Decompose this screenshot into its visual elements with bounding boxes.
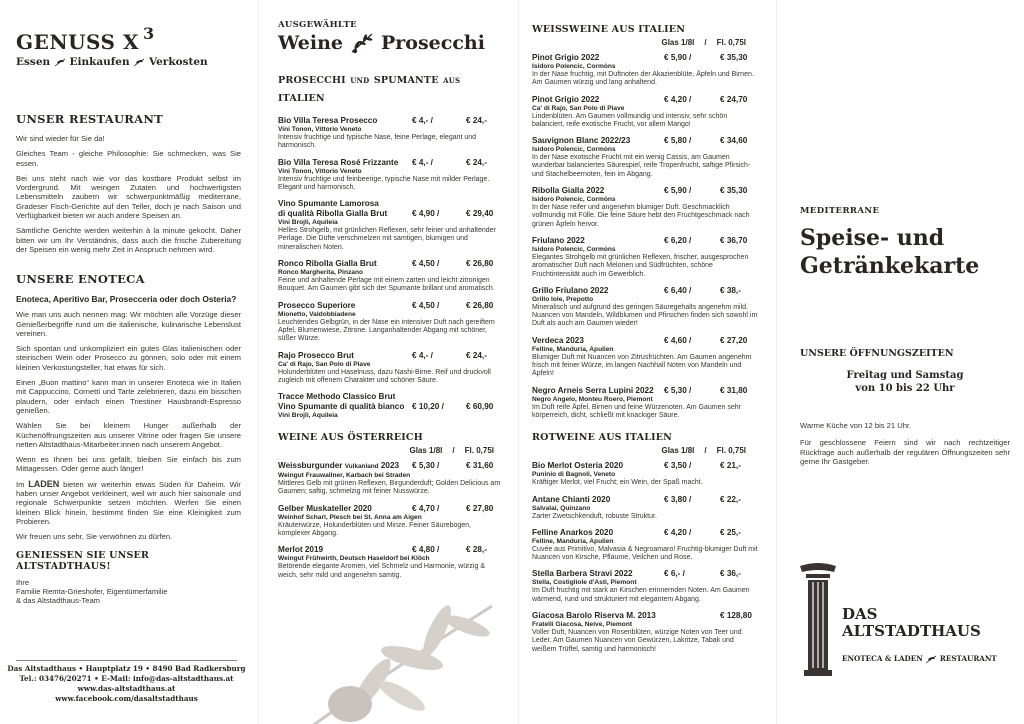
wine-bottle-price: € 27,80 bbox=[466, 503, 494, 513]
wine-name: Ronco Ribolla Gialla Brut bbox=[278, 259, 377, 269]
wine-name: Merlot 2019 bbox=[278, 545, 324, 555]
wine-producer: Vini Tonon, Vittorio Veneto bbox=[278, 167, 362, 175]
footer-divider bbox=[16, 660, 237, 661]
wine-glass-price: € 10,20 / bbox=[412, 402, 444, 412]
wine-line bbox=[278, 351, 504, 361]
wine-line bbox=[532, 569, 758, 579]
wine-item bbox=[278, 259, 504, 294]
col-sep: / bbox=[452, 446, 455, 456]
wine-glass-price: € 5,30 / bbox=[664, 385, 692, 395]
brand-title-text: GENUSS X bbox=[16, 30, 139, 54]
wine-producer: Mionetto, Valdobbiadene bbox=[278, 310, 356, 318]
wine-description: Im Duft reife Äpfel, Birnen und feine Würzenoten. Am Gaumen sehr körperreich, dicht, schließt mit knackiger Säure. bbox=[532, 403, 741, 419]
wine-glass-price bbox=[664, 611, 720, 621]
wine-producer: Negro Angelo, Monteu Roero, Piemont bbox=[532, 395, 653, 403]
wine-glass-price: € 4,50 / bbox=[412, 259, 440, 269]
col-glass: Glas 1/8l bbox=[409, 446, 443, 456]
rot-list bbox=[532, 461, 758, 654]
wine-producer: Vini Brojli, Aquileia bbox=[278, 412, 338, 420]
wine-line bbox=[532, 136, 758, 146]
cover-title-line: Speise- und bbox=[800, 225, 945, 251]
wine-name: Vino Spumante Lamorosa di qualità Ribolla Gialla Brut bbox=[278, 199, 388, 219]
footer-website: www.das-altstadthaus.at bbox=[77, 684, 176, 693]
wine-description: In der Nase reifer und angenehm blumiger Duft. Geschmacklich vollmundig mit Fülle. Die feine Säure hebt den Fruchtgeschmack nach grünen Äpfeln hervor. bbox=[532, 204, 750, 228]
wine-producer: Ca' di Rajo, San Polo di Piave bbox=[278, 360, 371, 368]
wine-bottle-price: € 27,20 bbox=[720, 335, 748, 345]
prosecchi-heading-aus: AUS bbox=[443, 76, 461, 85]
wine-item bbox=[532, 569, 758, 604]
logo-line: ALTSTADTHAUS bbox=[842, 622, 981, 640]
footer-address: Das Altstadthaus • Hauptplatz 19 • 8490 Bad Radkersburg bbox=[7, 664, 246, 673]
wine-description: Holunderblüten und Haselnuss, dazu Nashi-Birne. Reif und druckvoll zugleich mit offenem Charakter und schöner Säure. bbox=[278, 368, 491, 384]
olive-branch-illustration bbox=[302, 586, 502, 724]
wine-item bbox=[278, 199, 504, 252]
col-bottle: Fl. 0,75l bbox=[716, 446, 746, 456]
wine-glass-price: € 5,90 / bbox=[664, 53, 692, 62]
wine-glass-price: € 5,90 / bbox=[664, 186, 692, 196]
wine-producer: Fratelli Giacosa, Neive, Piemont bbox=[532, 621, 633, 629]
wine-producer: Isidoro Polencic, Cormòns bbox=[532, 245, 616, 253]
enoteca-closing: Wir freuen uns sehr, Sie verwöhnen zu dürfen. bbox=[16, 532, 173, 542]
wine-line bbox=[278, 504, 504, 514]
wine-name bbox=[278, 461, 412, 472]
wine-glass-price: € 4,- / bbox=[412, 157, 433, 167]
wine-producer: Weingut Frauwallner, Karbach bei Straden bbox=[278, 472, 411, 480]
wine-glass-price: € 3,80 / bbox=[664, 494, 692, 504]
wine-name: Bio Villa Teresa Rosé Frizzante bbox=[278, 157, 399, 167]
wine-item bbox=[532, 95, 758, 130]
wine-glass-price: € 6,- / bbox=[664, 569, 685, 579]
logo-subtitle bbox=[842, 654, 997, 664]
wine-description: Kräftiger Merlot, viel Frucht; ein Wein, der Spaß macht. bbox=[532, 479, 703, 487]
wine-producer: Vini Tonon, Vittorio Veneto bbox=[278, 126, 362, 133]
sign-line: Ihre bbox=[16, 577, 30, 587]
wine-item bbox=[532, 53, 758, 88]
wine-glass-price: € 4,- / bbox=[412, 350, 433, 360]
wine-name: Grillo Friulano 2022 bbox=[532, 285, 609, 295]
brand-sub-essen: Essen bbox=[16, 56, 51, 68]
weine-title-right: Prosecchi bbox=[381, 32, 485, 54]
wine-bottle-price: € 28,- bbox=[466, 545, 487, 555]
panel-restaurant bbox=[0, 0, 253, 724]
wine-name: Pinot Grigio 2022 bbox=[532, 53, 600, 62]
wine-description: Mineralisch und aufgrund des geringen Säuregehalts angenehm mild. Nuancen von Mandeln, Wildblumen und Pfirsichen finden sich sowohl im Duft als auch am Gaumen wieder! bbox=[532, 303, 758, 328]
wine-bottle-price: € 34,60 bbox=[720, 136, 748, 146]
wine-glass-price: € 4,80 / bbox=[412, 545, 440, 555]
wine-name-region: Vulkanland bbox=[344, 463, 379, 471]
wine-bottle-price: € 36,70 bbox=[720, 235, 748, 245]
wine-name: Bio Villa Teresa Prosecco bbox=[278, 116, 378, 125]
wine-line bbox=[278, 259, 504, 269]
laden-pre: Im bbox=[16, 479, 25, 489]
wine-bottle-price: € 26,80 bbox=[466, 259, 494, 269]
wine-item bbox=[278, 545, 504, 580]
wine-glass-price: € 6,40 / bbox=[664, 285, 692, 295]
wine-item bbox=[278, 504, 504, 539]
restaurant-paragraph: Wir sind wieder für Sie da! bbox=[16, 134, 105, 143]
wine-name: Felline Anarkos 2020 bbox=[532, 527, 614, 537]
wine-producer: Isidoro Polencic, Cormòns bbox=[532, 63, 616, 70]
wine-glass-price: € 4,70 / bbox=[412, 503, 440, 513]
wine-bottle-price: € 31,60 bbox=[466, 461, 494, 471]
wine-producer: Weinhof Scharl, Plesch bei St. Anna am Aigen bbox=[278, 513, 422, 521]
panel-italien bbox=[522, 0, 766, 724]
wine-line bbox=[278, 545, 504, 555]
weine-kicker: AUSGEWÄHLTE bbox=[278, 20, 357, 30]
brand-subtitle bbox=[16, 56, 241, 68]
hours-heading: UNSERE ÖFFNUNGSZEITEN bbox=[800, 348, 954, 359]
olive-branch-icon bbox=[349, 32, 375, 54]
wine-glass-price: € 5,30 / bbox=[412, 461, 440, 471]
wine-producer: Felline, Manduria, Apulien bbox=[532, 345, 614, 353]
wine-line bbox=[532, 286, 758, 296]
wine-item bbox=[532, 386, 758, 421]
enoteca-paragraph: Wählen Sie bei kleinem Hunger außerhalb der Küchenöffnungszeiten aus unserer Vitrine oder fragen Sie unsere netten Altstadthaus-Mitarbeiter:innen nach unserem Angebot. bbox=[16, 421, 241, 449]
restaurant-paragraph: Gleiches Team - gleiche Philosophie: Sie schmecken, was Sie essen. bbox=[16, 149, 241, 168]
wine-description: Kräuterwürze, Holunderblüten und Minze. Feiner Säurebogen, komplexer Abgang. bbox=[278, 521, 472, 538]
wine-producer: Vini Brojli, Aquileia bbox=[278, 219, 338, 227]
wine-description: Mittleres Gelb mit grünen Reflexen, Birgunderduft; Golden Delicious am Gaumen; saftig, schmelzig mit feiner Nusswürze. bbox=[278, 480, 501, 496]
fold-line bbox=[776, 0, 777, 724]
wine-description: Feine und anhaltende Perlage mit einem zarten und leicht zitronigen Bouquet. Am Gaumen gibt sich der Spumante brillant und aromatisch. bbox=[278, 277, 495, 293]
logo-line: DAS bbox=[842, 605, 878, 623]
brand-title bbox=[16, 24, 241, 54]
wine-line bbox=[532, 611, 758, 621]
panel-prosecchi bbox=[262, 0, 514, 724]
laden-post: bieten wir weiterhin etwas Süden für Daheim. Wir haben unser Angebot verkleinert, weil wir auch hier saisonale und regionale Schwerpunkte setzen möchten. Werfen Sie einen kleinen Blick hinein, bestimmt finden Sie eine Kleinigkeit zum Probieren. bbox=[16, 479, 241, 526]
oesterreich-list bbox=[278, 461, 504, 580]
wine-item bbox=[532, 186, 758, 229]
prosecchi-list bbox=[278, 116, 504, 420]
enoteca-laden-paragraph bbox=[16, 480, 241, 526]
wine-glass-price: € 3,50 / bbox=[664, 461, 692, 471]
fold-line bbox=[258, 0, 259, 724]
cover-title bbox=[800, 224, 1010, 280]
wine-name-main: Weissburgunder bbox=[278, 461, 343, 471]
wine-item bbox=[278, 461, 504, 497]
wine-name: Antane Chianti 2020 bbox=[532, 494, 611, 504]
logo-name bbox=[842, 606, 981, 640]
wine-item bbox=[532, 528, 758, 563]
logo-sub-right: RESTAURANT bbox=[939, 654, 997, 663]
wine-item bbox=[532, 495, 758, 521]
wine-producer: Grillo Iole, Prepotto bbox=[532, 295, 594, 303]
brand-title-superscript: 3 bbox=[142, 24, 155, 43]
wine-description: Intensiv fruchtige und typische Nase, feine Perlage, elegant und harmonisch. bbox=[278, 134, 477, 150]
wine-name: Verdeca 2023 bbox=[532, 335, 584, 345]
opening-hours bbox=[800, 369, 1010, 395]
prosecchi-heading-word: SPUMANTE bbox=[373, 75, 439, 86]
wine-line bbox=[278, 392, 504, 412]
wine-item bbox=[278, 392, 504, 420]
wine-description: Zarter Zwetschkenduft, robuste Struktur. bbox=[532, 512, 657, 520]
wine-producer: Stella, Costigliole d'Asti, Piemont bbox=[532, 579, 637, 587]
wine-name: Sauvignon Blanc 2022/23 bbox=[532, 136, 631, 146]
wine-bottle-price: € 26,80 bbox=[466, 300, 494, 310]
enoteca-paragraph: Wie man uns auch nennen mag: Wir möchten alle Vorzüge dieser Genießerbegriffe rund um die italienische, kulinarische Lebenslust vereinen. bbox=[16, 310, 241, 338]
wine-line bbox=[532, 461, 758, 471]
weiss-columns bbox=[532, 38, 746, 47]
leaf-icon bbox=[133, 58, 145, 67]
wine-description: Intensiv fruchtige und feinbeerige, typische Nase mit milder Perlage. Elegant und harmonisch. bbox=[278, 175, 490, 191]
col-bottle: Fl. 0,75l bbox=[716, 38, 746, 47]
wine-name-year: 2023 bbox=[380, 461, 400, 471]
leaf-icon bbox=[925, 655, 937, 664]
prosecchi-heading-word: PROSECCHI bbox=[278, 75, 346, 86]
footer-contact bbox=[0, 664, 253, 704]
wine-bottle-price: € 60,90 bbox=[466, 402, 494, 412]
wine-producer: Isidoro Polencic, Cormòns bbox=[532, 146, 616, 154]
restaurant-paragraph: Sämtliche Gerichte werden weiterhin à la minute gekocht. Daher bitten wir um Ihr Verständnis, dass auch die frische Zubereitung der Speisen ein wenig mehr Zeit in Anspruch nehmen wird. bbox=[16, 226, 241, 254]
wine-description: Lindenblüten. Am Gaumen vollmundig und intensiv, sehr schön balanciert, reife exotische Frucht, vor allem Mango! bbox=[532, 112, 728, 128]
col-bottle: Fl. 0,75l bbox=[464, 446, 494, 456]
wine-item bbox=[532, 136, 758, 179]
wine-line bbox=[278, 301, 504, 311]
wine-item bbox=[532, 461, 758, 487]
prosecchi-heading-und: UND bbox=[350, 76, 370, 85]
wine-item bbox=[532, 336, 758, 379]
col-sep: / bbox=[704, 38, 707, 47]
wine-producer: Ronco Margherita, Pinzano bbox=[278, 269, 363, 277]
wine-line bbox=[532, 336, 758, 346]
brand-sub-einkaufen: Einkaufen bbox=[69, 56, 130, 68]
wine-name: Tracce Methodo Classico Brut Vino Spumante di qualità bianco bbox=[278, 392, 405, 412]
wine-glass-price: € 5,80 / bbox=[664, 136, 692, 146]
prosecchi-heading-word: ITALIEN bbox=[278, 93, 325, 104]
wine-bottle-price: € 24,- bbox=[466, 157, 487, 167]
sign-line: Familie Remta-Grieshofer, Eigentümerfamilie bbox=[16, 586, 168, 596]
wine-description: Voller Duft, Nuancen von Rosenblüten, würzige Noten von Teer und Leder. Am Gaumen Nuancen von Gewürzen, Lakritze, Tabak und weißem Trüffel, samtig und harmonisch! bbox=[532, 629, 742, 653]
wine-item bbox=[532, 286, 758, 329]
wine-name: Gelber Muskateller 2020 bbox=[278, 503, 372, 513]
wine-producer: Puninio di Bagnoli, Veneto bbox=[532, 471, 616, 479]
wine-producer: Isidoro Polencic, Cormòns bbox=[532, 196, 616, 204]
wine-bottle-price: € 35,30 bbox=[720, 186, 748, 196]
wine-name: Stella Barbera Stravi 2022 bbox=[532, 569, 633, 579]
wine-description: In der Nase exotische Frucht mit ein wenig Cassis, am Gaumen wunderbar balanciertes Säurespiel, reife Tropenfrucht, saftige Pfirsich- und Stachelbeernoten, fein im Abgang. bbox=[532, 154, 751, 178]
enoteca-intro: Enoteca, Aperitivo Bar, Prosecceria oder doch Osteria? bbox=[16, 294, 237, 305]
restaurant-paragraph: Bei uns steht nach wie vor das kostbare Produkt selbst im Vordergrund. Mit weingen Zutaten und hochwertigsten Lebensmitteln zaubern wir schwerpunktmäßig mediterrane, Gradeser Fisch-Gerichte auf den Teller, doch je nach Saison und Verfügbarkeit bieten wir auch andere Speisen an. bbox=[16, 173, 241, 221]
fold-line bbox=[518, 0, 519, 724]
wine-name: Bio Merlot Osteria 2020 bbox=[532, 461, 624, 471]
altstadthaus-logo bbox=[798, 560, 1008, 680]
hours-time: von 10 bis 22 Uhr bbox=[855, 383, 955, 394]
wine-glass-price: € 4,20 / bbox=[664, 527, 692, 537]
wine-name: Giacosa Barolo Riserva M. 2013 bbox=[532, 611, 656, 621]
wine-line bbox=[532, 495, 758, 505]
oesterreich-columns bbox=[278, 446, 494, 455]
wine-item bbox=[532, 236, 758, 279]
rot-columns bbox=[532, 446, 746, 455]
wine-description: Betörende elegante Aromen, viel Schmelz und Harmonie, würzig & weich, sehr mild und angenehm samtig. bbox=[278, 563, 485, 579]
events-note: Für geschlossene Feiern sind wir nach rechtzeitiger Rückfrage auch außerhalb der regulären Öffnungszeiten sehr gerne Ihr Gastgeber. bbox=[800, 438, 1010, 466]
column-icon bbox=[798, 560, 838, 678]
wine-bottle-price: € 38,- bbox=[720, 285, 741, 295]
enoteca-paragraph: Wenn es Ihnen bei uns gefällt, bleiben Sie einfach bis zum Mittagessen. Oder gerne auch länger! bbox=[16, 455, 241, 474]
enoteca-paragraph: Sich spontan und unkompliziert ein gutes Glas italienischen oder steirischen Wein oder Prosecco zu gönnen, solo oder mit einem kleinen Verkostungsteller, hat etwas für sich. bbox=[16, 344, 241, 372]
wine-bottle-price: € 24,70 bbox=[720, 94, 748, 104]
wine-description: Elegantes Strohgelb mit grünlichen Reflexen, frischer, ausgesprochen aromatischer Duft nach Melonen und Südfrüchten, schöne Fruchtintensität auch im Gewerblich. bbox=[532, 253, 749, 278]
wine-glass-price: € 6,20 / bbox=[664, 235, 692, 245]
wine-line bbox=[532, 528, 758, 538]
weiss-list bbox=[532, 53, 758, 420]
col-glass: Glas 1/8l bbox=[661, 38, 695, 47]
wine-description: Helles Strohgelb, mit grünlichen Reflexen, sehr feiner und anhaltender Perlage. Die Düfte verschmelzen mit samtigen, blumigen und mineralischen Noten. bbox=[278, 227, 496, 251]
wine-item bbox=[278, 158, 504, 193]
wine-bottle-price: € 31,80 bbox=[720, 385, 748, 395]
wine-glass-price: € 4,- / bbox=[412, 116, 433, 125]
footer-facebook: www.facebook.com/dasaltstadthaus bbox=[55, 694, 198, 703]
logo-sub-left: ENOTECA & LADEN bbox=[842, 654, 923, 663]
wine-glass-price: € 4,50 / bbox=[412, 300, 440, 310]
wine-glass-price: € 4,90 / bbox=[412, 209, 440, 219]
wine-line bbox=[278, 116, 504, 126]
wine-name: Pinot Grigio 2022 bbox=[532, 94, 600, 104]
col-sep: / bbox=[704, 446, 707, 456]
geniessen-heading: GENIESSEN SIE UNSER ALTSTADTHAUS! bbox=[16, 549, 150, 572]
wine-name: Ribolla Gialla 2022 bbox=[532, 186, 605, 196]
wine-producer: Ca' di Rajo, San Polo di Piave bbox=[532, 104, 625, 112]
wine-line bbox=[278, 461, 504, 472]
wine-item bbox=[532, 611, 758, 654]
laden-word: LADEN bbox=[28, 478, 60, 489]
wine-description: Leuchtendes Gelbgrün, in der Nase ein intensiver Duft nach gereiftem Apfel, Blumenwiese, Zitrone. Langanhaltender Abgang mit schöner, süßer Würze. bbox=[278, 318, 495, 343]
wine-bottle-price: € 25,- bbox=[720, 527, 741, 537]
wine-bottle-price: € 24,- bbox=[466, 350, 487, 360]
wine-name: Negro Arneis Serra Lupini 2022 bbox=[532, 385, 654, 395]
wine-item bbox=[278, 301, 504, 344]
wine-line bbox=[532, 95, 758, 105]
wine-line bbox=[532, 236, 758, 246]
enoteca-heading: UNSERE ENOTECA bbox=[16, 272, 145, 287]
wine-line bbox=[532, 186, 758, 196]
wine-bottle-price: € 21,- bbox=[720, 461, 741, 471]
wine-line bbox=[532, 386, 758, 396]
wine-name: Prosecco Superiore bbox=[278, 300, 356, 310]
restaurant-heading: UNSER RESTAURANT bbox=[16, 112, 164, 126]
weine-title-left: Weine bbox=[278, 32, 343, 54]
wine-bottle-price: € 24,- bbox=[466, 116, 487, 125]
kitchen-hours: Warme Küche von 12 bis 21 Uhr. bbox=[800, 421, 912, 430]
wine-item bbox=[278, 116, 504, 151]
prosecchi-heading bbox=[278, 70, 504, 106]
hours-days: Freitag und Samstag bbox=[846, 370, 964, 381]
weine-title bbox=[278, 32, 504, 54]
enoteca-paragraph: Einen „Buon mattino“ kann man in unserer Enoteca wie in Italien mit Cappuccino, Cornetti und Tarte zelebrieren, dazu ein bisschen plaudern, oder einfach einen Triestiner Hausbrandt-Espresso genießen. bbox=[16, 378, 241, 415]
wine-line bbox=[278, 199, 504, 219]
wine-producer: Salvalai, Quinzano bbox=[532, 504, 591, 512]
wine-producer: Felline, Manduria, Apulien bbox=[532, 537, 614, 545]
cover-title-line: Getränkekarte bbox=[800, 253, 980, 279]
footer-phone-email: Tel.: 03476/20271 • E-Mail: info@das-altstadthaus.at bbox=[19, 674, 234, 683]
wine-description: Im Duft fruchtig mit stark an Kirschen erinnernden Noten. Am Gaumen wärmend, rund und strukturiert mit elegantem Abgang. bbox=[532, 587, 750, 603]
wine-producer: Weingut Frühwirth, Deutsch Haseldorf bei Klöch bbox=[278, 555, 430, 563]
wine-bottle-price: € 35,30 bbox=[720, 53, 748, 62]
wine-glass-price: € 4,60 / bbox=[664, 335, 692, 345]
wine-description: Blumiger Duft mit Nuancen von Zitrusfrüchten. Am Gaumen angenehm frisch mit feiner Würze, im langen Nachhall Noten von Mandeln und Äpfeln! bbox=[532, 353, 752, 378]
wine-description: In der Nase fruchtig, mit Duftnoten der Akazienblüte, Äpfeln und Birnen. Am Gaumen würzig und lang anhaltend. bbox=[532, 71, 754, 87]
brand-sub-verkosten: Verkosten bbox=[148, 56, 208, 68]
wine-item bbox=[278, 351, 504, 386]
wine-line bbox=[532, 53, 758, 63]
wine-bottle-price: € 22,- bbox=[720, 494, 741, 504]
wine-glass-price: € 4,20 / bbox=[664, 94, 692, 104]
wine-bottle-price: € 36,- bbox=[720, 569, 741, 579]
wine-description: Cuvée aus Primitivo, Malvasia & Negroamaro! Fruchtig-blumiger Duft mit Nuancen von Kirsche, Pflaume, Veilchen und Rose. bbox=[532, 545, 758, 562]
wine-name: Friulano 2022 bbox=[532, 235, 585, 245]
weiss-heading: WEISSWEINE AUS ITALIEN bbox=[532, 24, 686, 35]
wine-line bbox=[278, 158, 504, 168]
leaf-icon bbox=[54, 58, 66, 67]
sign-line: & das Altstadthaus-Team bbox=[16, 596, 100, 606]
wine-name: Rajo Prosecco Brut bbox=[278, 350, 354, 360]
cover-kicker: MEDITERRANE bbox=[800, 206, 880, 216]
wine-bottle-price: € 128,80 bbox=[720, 611, 752, 621]
rot-heading: ROTWEINE AUS ITALIEN bbox=[532, 432, 673, 444]
wine-bottle-price: € 29,40 bbox=[466, 209, 494, 219]
col-glass: Glas 1/8l bbox=[661, 446, 695, 456]
oesterreich-heading: WEINE AUS ÖSTERREICH bbox=[278, 432, 423, 444]
